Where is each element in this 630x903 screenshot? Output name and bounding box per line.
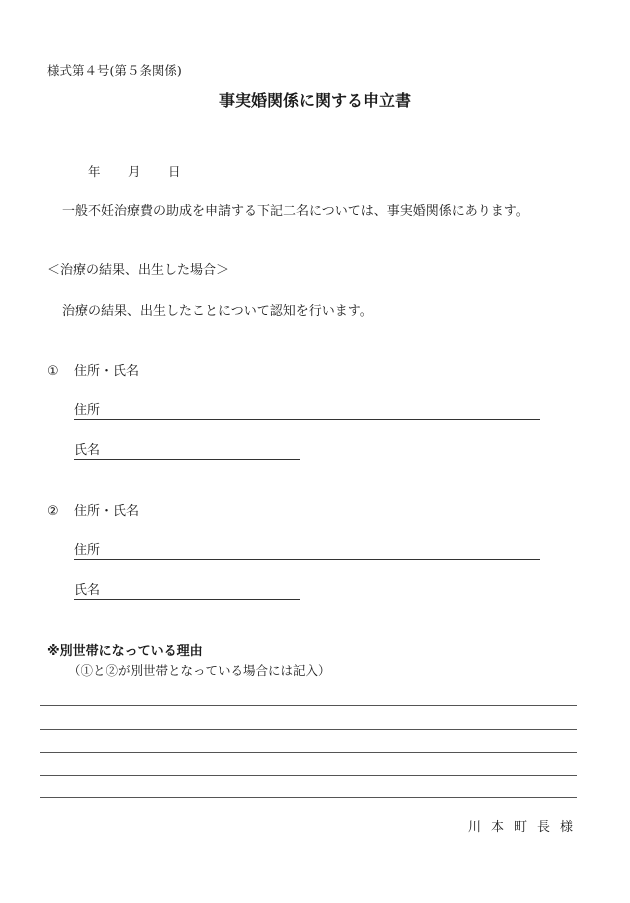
person-2-heading xyxy=(47,505,139,518)
document-title: 事実婚関係に関する申立書 xyxy=(218,91,411,110)
reason-line-1[interactable] xyxy=(40,705,577,706)
relationship-statement: 一般不妊治療費の助成を申請する下記二名については、事実婚関係にあります。 xyxy=(62,204,529,219)
person-2-name-field[interactable] xyxy=(74,599,300,600)
person-2-number: ② xyxy=(47,504,59,519)
reason-line-2[interactable] xyxy=(40,729,577,730)
person-1-address-field[interactable] xyxy=(74,419,540,420)
person-1-heading xyxy=(47,365,139,378)
birth-case-heading: ＜治療の結果、出生した場合＞ xyxy=(47,263,230,278)
reason-line-4[interactable] xyxy=(40,775,577,776)
acknowledgement-statement: 治療の結果、出生したことについて認知を行います。 xyxy=(62,304,373,319)
person-1-name-field[interactable] xyxy=(74,459,300,460)
separate-household-heading: ※別世帯になっている理由 xyxy=(47,644,203,659)
person-1-number: ① xyxy=(47,364,59,379)
person-2-heading-text: 住所・氏名 xyxy=(74,504,140,519)
person-2-name-label: 氏名 xyxy=(74,583,101,598)
form-number: 様式第４号(第５条関係) xyxy=(47,63,182,78)
person-1-address-label: 住所 xyxy=(74,403,101,418)
addressee: 川本町長様 xyxy=(467,820,583,835)
person-2-address-field[interactable] xyxy=(74,559,540,560)
separate-household-note: （①と②が別世帯となっている場合には記入） xyxy=(68,663,331,678)
date-month-label: 月 xyxy=(128,164,141,179)
person-1-name-label: 氏名 xyxy=(74,443,101,458)
date-day-label: 日 xyxy=(168,164,181,179)
reason-line-3[interactable] xyxy=(40,752,577,753)
date-year-label: 年 xyxy=(88,164,101,179)
person-1-heading-text: 住所・氏名 xyxy=(74,364,140,379)
reason-line-5[interactable] xyxy=(40,797,577,798)
person-2-address-label: 住所 xyxy=(74,543,101,558)
